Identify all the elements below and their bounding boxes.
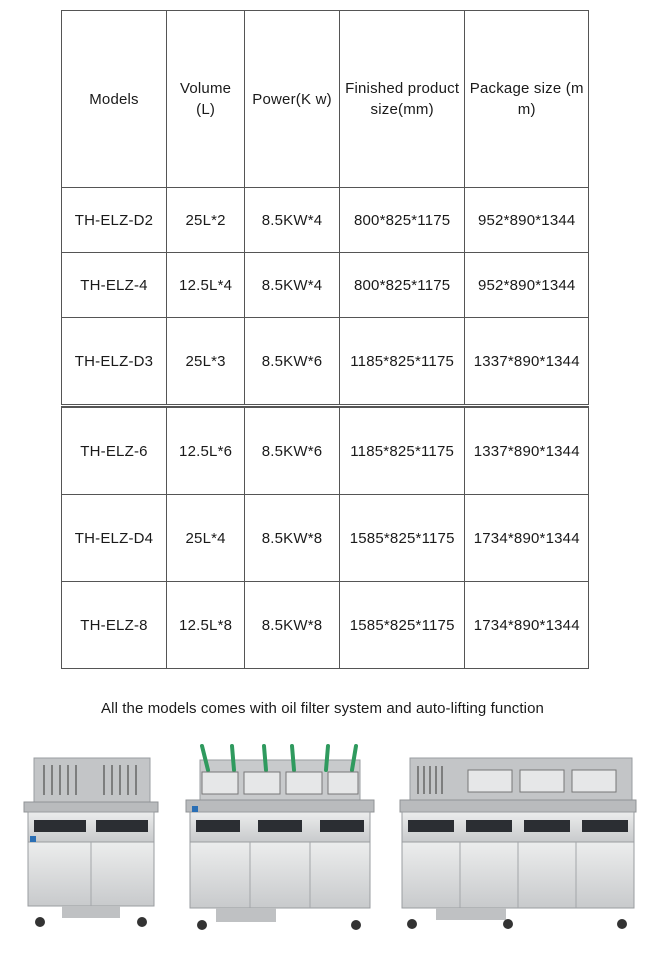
header-volume: Volume (L) — [166, 11, 244, 188]
cell-power: 8.5KW*6 — [245, 408, 340, 495]
table-row — [62, 253, 589, 318]
cell-power: 8.5KW*8 — [245, 582, 340, 669]
cell-finished-size: 800*825*1175 — [339, 253, 465, 318]
cell-power: 8.5KW*4 — [245, 188, 340, 253]
cell-volume: 12.5L*6 — [166, 408, 244, 495]
cell-model: TH-ELZ-D3 — [62, 318, 167, 406]
fryer-3-tank-icon — [180, 740, 380, 935]
cell-model: TH-ELZ-D4 — [62, 495, 167, 582]
feature-caption: All the models comes with oil filter system and auto-lifting function — [101, 700, 544, 717]
header-power: Power(K w) — [245, 11, 340, 188]
cell-package-size: 1337*890*1344 — [465, 408, 589, 495]
cell-volume: 25L*3 — [166, 318, 244, 406]
table-header-row — [62, 11, 589, 188]
fryer-2-tank-icon — [14, 740, 164, 935]
cell-package-size: 952*890*1344 — [465, 188, 589, 253]
table-row — [62, 188, 589, 253]
table-row — [62, 495, 589, 582]
cell-volume: 25L*2 — [166, 188, 244, 253]
cell-power: 8.5KW*6 — [245, 318, 340, 406]
cell-finished-size: 1585*825*1175 — [339, 495, 465, 582]
header-models: Models — [62, 11, 167, 188]
cell-volume: 12.5L*8 — [166, 582, 244, 669]
two-tank-fryer-image — [14, 740, 164, 935]
fryer-4-tank-icon — [396, 740, 641, 935]
cell-power: 8.5KW*4 — [245, 253, 340, 318]
cell-model: TH-ELZ-4 — [62, 253, 167, 318]
three-tank-fryer-image — [180, 740, 380, 935]
cell-volume: 25L*4 — [166, 495, 244, 582]
cell-package-size: 1734*890*1344 — [465, 495, 589, 582]
cell-finished-size: 1185*825*1175 — [339, 408, 465, 495]
cell-model: TH-ELZ-D2 — [62, 188, 167, 253]
header-finished-size: Finished product size(mm) — [339, 11, 465, 188]
table-row — [62, 408, 589, 495]
cell-volume: 12.5L*4 — [166, 253, 244, 318]
cell-model: TH-ELZ-6 — [62, 408, 167, 495]
four-tank-fryer-image — [396, 740, 641, 935]
table-row — [62, 582, 589, 669]
table-row — [62, 318, 589, 406]
cell-package-size: 1337*890*1344 — [465, 318, 589, 406]
cell-power: 8.5KW*8 — [245, 495, 340, 582]
cell-finished-size: 800*825*1175 — [339, 188, 465, 253]
cell-package-size: 1734*890*1344 — [465, 582, 589, 669]
spec-table — [61, 10, 589, 669]
cell-finished-size: 1185*825*1175 — [339, 318, 465, 406]
cell-finished-size: 1585*825*1175 — [339, 582, 465, 669]
header-package-size: Package size (mm) — [465, 11, 589, 188]
cell-package-size: 952*890*1344 — [465, 253, 589, 318]
cell-model: TH-ELZ-8 — [62, 582, 167, 669]
